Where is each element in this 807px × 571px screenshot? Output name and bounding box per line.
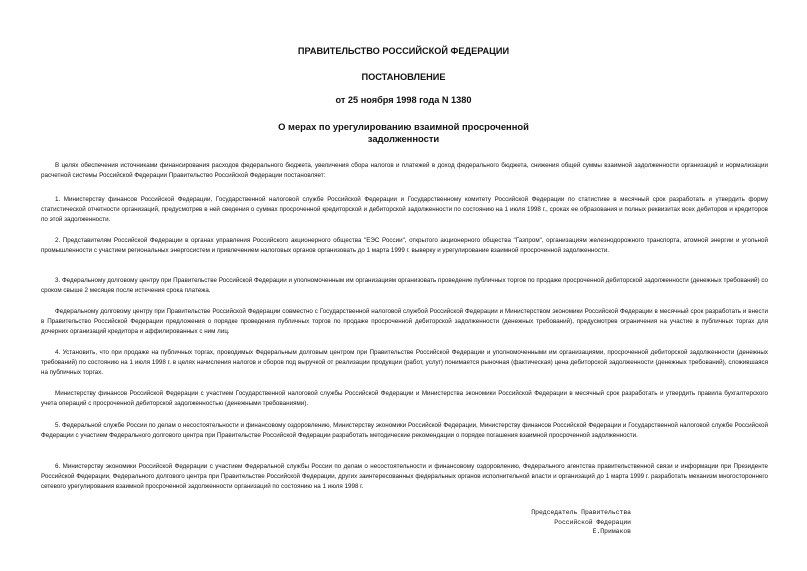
signature-name: Е.Примаков bbox=[592, 528, 631, 535]
issuer-heading: ПРАВИТЕЛЬСТВО РОССИЙСКОЙ ФЕДЕРАЦИИ bbox=[297, 46, 510, 56]
document-type-heading: ПОСТАНОВЛЕНИЕ bbox=[361, 72, 446, 82]
signature-position: Председатель Правительства bbox=[531, 509, 631, 516]
signature-country: Российской Федерации bbox=[554, 518, 631, 526]
paragraph-item-3-continued: Федеральному долговому центру при Правительстве Российской Федерации совместно с Государственной налоговой службой Российской Федерации и Министерством экономики Российской Федерации в месячный срок разработать и внести в Правительство Российской Федерации предложения о порядке проведения публичных торгов по продаже просроченной дебиторской задолженности (денежных требований), предусмотрев ограничения на участие в публичных торгах для дочерних организаций кредитора и аффилированных с ним лиц. bbox=[41, 308, 768, 335]
document-title bbox=[0, 121, 807, 145]
paragraph-item-4: 4. Установить, что при продаже на публичных торгах, проводимых Федеральным долговым центром при Правительстве Российской Федерации и уполномоченными им организациями, просроченной дебиторской задолженности (денежных требований) по состоянию на 1 июля 1998 г. в целях начисления налогов и сборов под выручкой от реализации продукции (работ, услуг) понимается рыночная (фактическая) цена дебиторской задолженности (денежных требований), сложившаяся на публичных торгах. bbox=[41, 349, 768, 376]
document-title-line-1: О мерах по урегулированию взаимной просроченной bbox=[278, 121, 529, 132]
paragraph-item-5: 5. Федеральной службе России по делам о несостоятельности и финансовому оздоровлению, Министерству экономики Российской Федерации, Министерству финансов Российской Федерации и Государственной налоговой службе Российской Федерации с участием Федерального долгового центра при Правительстве Российской Федерации разработать методические рекомендации о порядке погашения взаимной просроченной задолженности. bbox=[41, 422, 768, 439]
signature-block bbox=[531, 508, 631, 537]
paragraph-item-3: 3. Федеральному долговому центру при Правительстве Российской Федерации и уполномоченным им организациям организовать проведение публичных торгов по продаже просроченной дебиторской задолженности (денежных требований) со сроком свыше 2 месяцев после истечения срока платежа. bbox=[41, 277, 768, 294]
paragraph-item-1: 1. Министерству финансов Российской Федерации, Государственной налоговой службе Российской Федерации и Государственному комитету Российской Федерации по статистике в месячный срок разработать и утвердить форму статистической отчетности организаций, предусмотрев в ней сведения о суммах просроченной кредиторской и дебиторской задолженности по состоянию на 1 июля 1998 г., сроках ее образования и полных реквизитах всех дебиторов и кредиторов по этой задолженности. bbox=[41, 196, 768, 223]
preamble-paragraph: В целях обеспечения источниками финансирования расходов федерального бюджета, увеличения сбора налогов и платежей в доход федерального бюджета, снижения общей суммы взаимной задолженности организаций и нормализации расчетной системы Российской Федерации Правительство Российской Федерации постановляет: bbox=[41, 162, 768, 179]
date-number-heading: от 25 ноября 1998 года N 1380 bbox=[335, 95, 472, 105]
paragraph-item-6: 6. Министерству экономики Российской Федерации с участием Федеральной службы России по делам о несостоятельности и финансовому оздоровлению, Федерального агентства правительственной связи и информации при Президенте Российской Федерации, Федерального долгового центра при Правительстве Российской Федерации, других заинтересованных федеральных органов исполнительной власти и организаций до 1 марта 1999 г. разработать механизм многостороннего сетевого урегулирования взаимной просроченной задолженности организаций по состоянию на 1 июля 1998 г. bbox=[41, 463, 768, 490]
document-title-line-2: задолженности bbox=[367, 133, 440, 144]
paragraph-item-4-continued: Министерству финансов Российской Федерации с участием Государственной налоговой службы Российской Федерации и Министерства экономики Российской Федерации в месячный срок разработать и утвердить правила бухгалтерского учета операций с просроченной дебиторской задолженностью (денежными требованиями). bbox=[41, 390, 768, 407]
paragraph-item-2: 2. Представителям Российской Федерации в органах управления Российского акционерного общества "ЕЭС России", открытого акционерного общества "Газпром", организациям железнодорожного транспорта, атомной энергии и угольной промышленности с участием региональных энергосистем и привлечением налоговых органов организовать до 1 марта 1999 г. выверку и урегулирование взаимной просроченной задолженности. bbox=[41, 237, 768, 254]
